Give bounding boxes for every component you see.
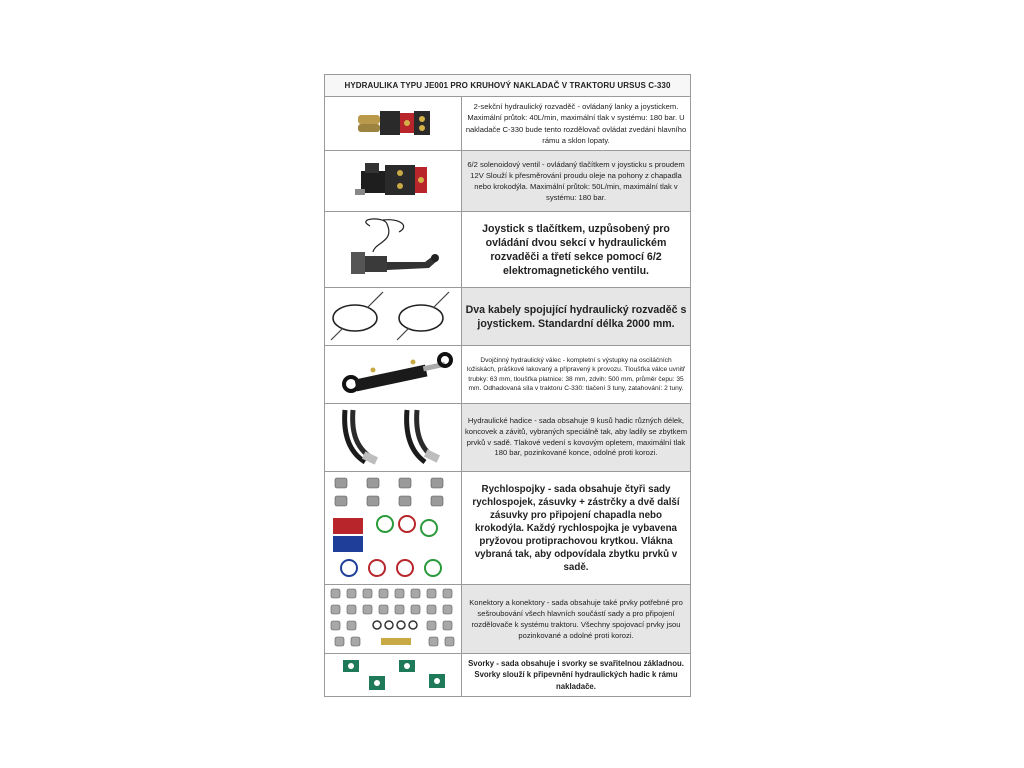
- solenoid-valve-icon: [325, 151, 462, 211]
- item-description: Joystick s tlačítkem, uzpůsobený pro ovládání dvou sekcí v hydraulickém rozvaděči a třetí sekce pomocí 6/2 elektromagnetického ventilu.: [482, 222, 670, 277]
- joystick-icon: [325, 212, 462, 287]
- hydraulic-cylinder-icon: [325, 346, 462, 403]
- item-description: Dvojčinný hydraulický válec - kompletní s výstupky na osciláčních ložiskách, práškově lakovaný a připravený k provozu. Tloušťka válce uvnitř trubky: 63 mm, tloušťka platnice: 38 mm, zdvih: 500 mm, průměr čepu: 35 mm. Odhadovaná síla v traktoru C-330: tlačení 3 tuny, zatahování: 2 tuny.: [466, 356, 686, 392]
- table-row: [325, 288, 690, 346]
- item-description: Dva kabely spojující hydraulický rozvaděč s joystickem. Standardní délka 2000 mm.: [462, 288, 690, 345]
- table-row: [325, 97, 690, 151]
- product-table: [324, 74, 691, 697]
- table-row: [325, 472, 690, 585]
- table-row: [325, 151, 690, 212]
- item-description: Konektory a konektory - sada obsahuje také prvky potřebné pro sešroubování všech hlavních součástí sady a pro připojení rozdělovače k systému traktoru. Všechny spojovací prvky jsou pozinkované a odolné proti korozi.: [462, 585, 690, 653]
- table-row: [325, 404, 690, 472]
- clamps-icon: [325, 654, 462, 696]
- table-row: [325, 585, 690, 654]
- control-cables-icon: [325, 288, 462, 345]
- item-description: 2-sekční hydraulický rozvaděč - ovládaný lanky a joystickem. Maximální průtok: 40L/min, maximální tlak v systému: 180 bar. U nakladače C-330 bude tento rozdělovač ovládat zvedání hlavního rámu a sklon lopaty.: [465, 102, 687, 145]
- table-title: HYDRAULIKA TYPU JE001 PRO KRUHOVÝ NAKLADAČ V TRAKTORU URSUS C-330: [325, 75, 690, 97]
- quick-couplings-icon: [325, 472, 462, 584]
- table-row: [325, 212, 690, 288]
- hydraulic-valve-2-section-icon: [325, 97, 462, 150]
- table-row: [325, 654, 690, 696]
- item-description: 6/2 solenoidový ventil - ovládaný tlačítkem v joysticku s proudem 12V Slouží k přesměrování proudu oleje na pohony z chapadla nebo krokodýla. Maximální průtok: 50L/min, maximální tlak v systému: 180 bar.: [462, 151, 690, 211]
- item-description: Hydraulické hadice - sada obsahuje 9 kusů hadic různých délek, koncovek a závitů, vybraných speciálně tak, aby ladily se zbytkem prvků v sadě. Tlakové vedení s kovovým opletem, maximální tlak 180 bar, pozinkované konce, odolné proti korozi.: [462, 404, 690, 471]
- item-description: Svorky - sada obsahuje i svorky se svařitelnou základnou. Svorky slouží k připevnění hydraulických hadic k rámu nakladače.: [468, 658, 684, 691]
- table-row: [325, 346, 690, 404]
- connectors-icon: [325, 585, 462, 653]
- hydraulic-hoses-icon: [325, 404, 462, 471]
- item-description: Rychlospojky - sada obsahuje čtyři sady rychlospojek, zásuvky + zástrčky a dvě další zásuvky pro připojení chapadla nebo krokodýla. Každý rychlospojka je vybavena pryžovou protiprachovou krytkou. Vlákna vybraná tak, aby odpovídala zbytku prvků v sadě.: [472, 483, 680, 573]
